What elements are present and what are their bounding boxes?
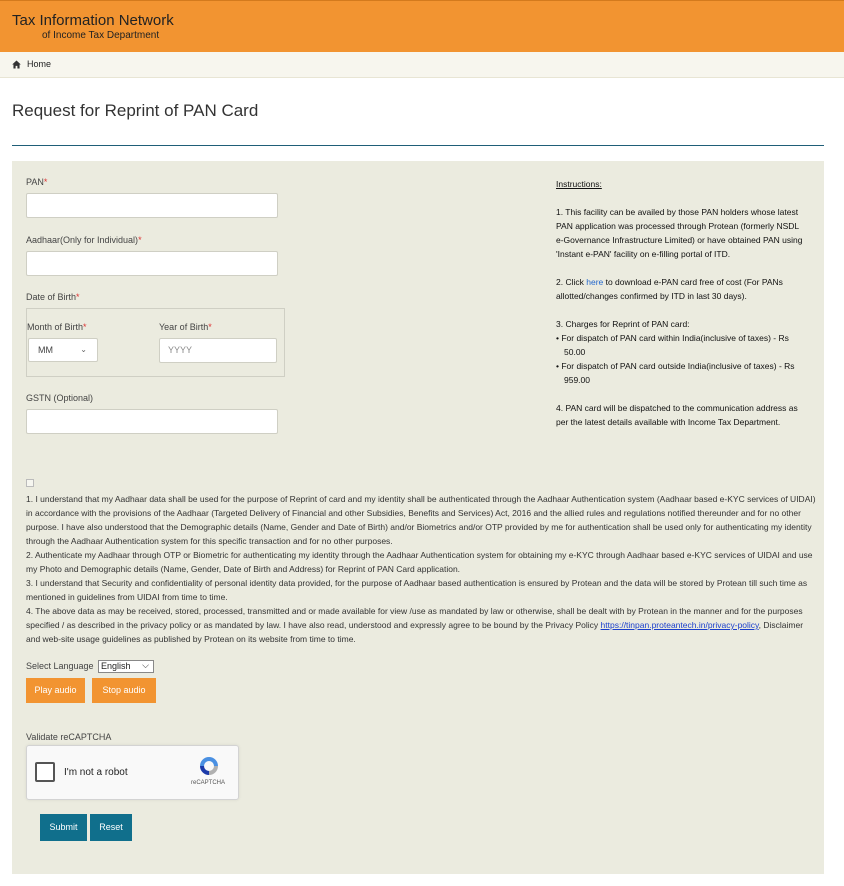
page-title: Request for Reprint of PAN Card: [12, 101, 259, 120]
pan-input[interactable]: [26, 193, 278, 218]
home-icon[interactable]: [12, 60, 21, 69]
gstn-label: GSTN (Optional): [26, 393, 94, 403]
consent-checkbox[interactable]: [26, 479, 34, 487]
play-audio-button[interactable]: Play audio: [26, 678, 85, 703]
breadcrumb-home-link[interactable]: Home: [27, 59, 52, 69]
consent-para-2: 2. Authenticate my Aadhaar through OTP or Biometric for authenticating my identity through the Aadhaar Authentication system for obtaining my e-KYC through Aadhaar based e-KYC services of UIDAI and use my Photo and Demographic details (Name, Gender, Date of Birth and Address) for Reprint of PAN Card application.: [26, 550, 813, 574]
instruction-3-bullet-2: • For dispatch of PAN card outside India(inclusive of taxes) - Rs 959.00: [556, 361, 795, 385]
year-label: Year of Birth*: [159, 322, 212, 332]
download-epan-link[interactable]: here: [586, 277, 604, 287]
site-title[interactable]: Tax Information Network: [12, 12, 174, 29]
language-select[interactable]: [98, 660, 154, 673]
instructions: [556, 177, 806, 443]
submit-button[interactable]: Submit: [40, 814, 87, 841]
recaptcha-brand: reCAPTCHA: [191, 780, 226, 786]
instruction-4: 4. PAN card will be dispatched to the communication address as per the latest details available with Income Tax Department.: [556, 403, 798, 427]
year-input[interactable]: [159, 338, 277, 363]
language-value: English: [101, 661, 131, 671]
recaptcha-logo-icon: [198, 755, 220, 777]
breadcrumb: [0, 52, 844, 78]
site-subtitle[interactable]: of Income Tax Department: [42, 30, 160, 41]
form-panel: [12, 161, 824, 874]
instruction-3-bullet-1: • For dispatch of PAN card within India(inclusive of taxes) - Rs 50.00: [556, 333, 789, 357]
instruction-3: 3. Charges for Reprint of PAN card:: [556, 319, 690, 329]
gstn-input[interactable]: [26, 409, 278, 434]
pan-label: PAN*: [26, 177, 48, 187]
aadhaar-input[interactable]: [26, 251, 278, 276]
recaptcha-text: I'm not a robot: [64, 767, 128, 778]
title-divider: [12, 145, 824, 146]
consent-para-4: 4. The above data as may be received, stored, processed, transmitted and or made available for view /use as mandated by law or otherwise, shall be dealt with by Protean in the manner and for the purposes specified / as described in the privacy policy or as mandated by law. I have also read, understood and expressly agree to be bound by the Privacy Policy https://tinpan.proteantech.in/privacy-policy, Disclaimer and web-site usage guidelines as published by Protean on its website from time to time.: [26, 606, 804, 644]
instructions-heading: Instructions:: [556, 179, 602, 189]
reset-button[interactable]: Reset: [90, 814, 132, 841]
stop-audio-button[interactable]: Stop audio: [92, 678, 156, 703]
chevron-down-icon: ⌵: [142, 660, 149, 670]
language-label: Select Language: [26, 661, 94, 671]
recaptcha-checkbox[interactable]: [35, 762, 55, 782]
month-value: MM: [38, 345, 53, 355]
instruction-2: 2. Click here to download e-PAN card free of cost (For PANs allotted/changes confirmed by ITD in last 30 days).: [556, 277, 783, 301]
captcha-label: Validate reCAPTCHA: [26, 732, 112, 742]
privacy-policy-link[interactable]: https://tinpan.proteantech.in/privacy-policy: [600, 620, 759, 630]
consent-para-3: 3. I understand that Security and confidentiality of personal identity data provided, for the purpose of Aadhaar based authentication is ensured by Protean and the data will be stored by Protean till such time as mentioned in guidelines from UIDAI from time to time.: [26, 578, 808, 602]
site-header: [0, 0, 844, 52]
consent-text: [26, 492, 816, 646]
recaptcha-widget: [26, 745, 239, 800]
dob-label: Date of Birth*: [26, 292, 80, 302]
dob-group: [26, 308, 285, 377]
month-select[interactable]: [28, 338, 98, 362]
month-label: Month of Birth*: [27, 322, 87, 332]
aadhaar-label: Aadhaar(Only for Individual)*: [26, 235, 142, 245]
year-placeholder: YYYY: [168, 345, 193, 355]
consent-para-1: 1. I understand that my Aadhaar data shall be used for the purpose of Reprint of card and my identity shall be authenticated through the Aadhaar Authentication system (Aadhaar based e-KYC services of UIDAI) in accordance with the provisions of the Aadhaar (Targeted Delivery of Financial and other Subsidies, Benefits and Services) Act, 2016 and the allied rules and regulations notified thereunder and for no other purpose. I have also understood that the Demographic details (Name, Gender and Date of Birth) and/or Biometrics and/or OTP provided by me for authentication shall be used only for authenticating my identity through the Aadhaar Authentication system for this specific transaction and for no other purposes.: [26, 494, 816, 546]
chevron-down-icon: ⌄: [80, 345, 87, 354]
instruction-1: 1. This facility can be availed by those PAN holders whose latest PAN application was processed through Protean (formerly NSDL e-Governance Infrastructure Limited) or have obtained PAN using 'Instant e-PAN' facility on e-filling portal of ITD.: [556, 207, 803, 259]
